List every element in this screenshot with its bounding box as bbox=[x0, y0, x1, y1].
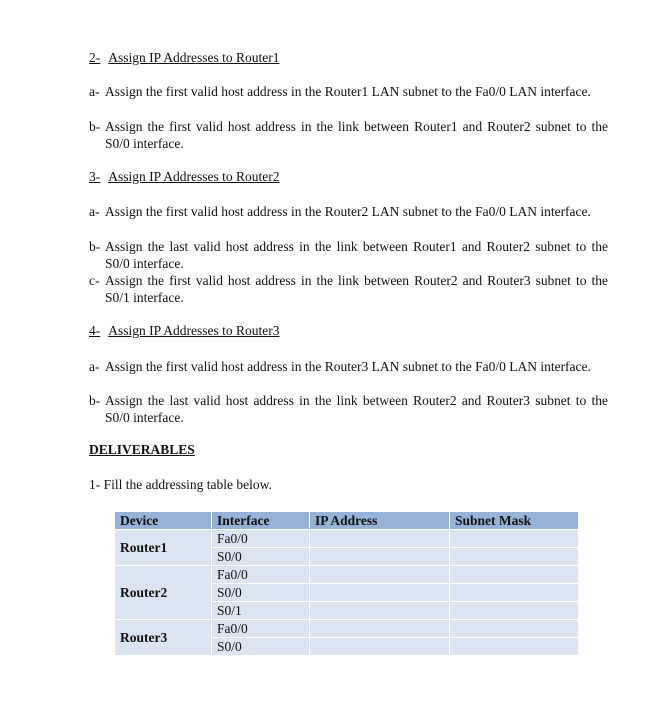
interface-cell: Fa0/0 bbox=[212, 530, 310, 548]
item-marker: b- bbox=[89, 239, 101, 254]
section-3-title: Assign IP Addresses to Router2 bbox=[108, 169, 280, 184]
table-row bbox=[115, 566, 579, 584]
interface-cell: S0/0 bbox=[212, 548, 310, 566]
subnet-mask-cell[interactable] bbox=[450, 620, 579, 638]
header-device: Device bbox=[115, 512, 212, 530]
ip-address-cell[interactable] bbox=[310, 638, 450, 656]
item-text: Assign the last valid host address in the link between Router1 and Router2 subnet to the S0/0 interface. bbox=[105, 239, 608, 271]
subnet-mask-cell[interactable] bbox=[450, 548, 579, 566]
item-text: Assign the first valid host address in the Router1 LAN subnet to the Fa0/0 LAN interface. bbox=[105, 84, 591, 99]
item-text: Assign the last valid host address in the link between Router2 and Router3 subnet to the S0/0 interface. bbox=[105, 393, 608, 425]
device-cell: Router3 bbox=[115, 620, 212, 656]
section-4-number: 4- bbox=[89, 323, 101, 338]
header-interface: Interface bbox=[212, 512, 310, 530]
interface-cell: Fa0/0 bbox=[212, 620, 310, 638]
item-marker: b- bbox=[89, 119, 101, 134]
item-marker: a- bbox=[89, 204, 100, 219]
interface-cell: Fa0/0 bbox=[212, 566, 310, 584]
table-row bbox=[115, 530, 579, 548]
item-marker: b- bbox=[89, 393, 101, 408]
item-text: Assign the first valid host address in the link between Router1 and Router2 subnet to the S0/0 interface. bbox=[105, 119, 608, 151]
device-cell: Router2 bbox=[115, 566, 212, 620]
deliverables-heading: DELIVERABLES bbox=[89, 442, 195, 457]
table-instruction: 1- Fill the addressing table below. bbox=[89, 477, 272, 492]
interface-cell: S0/1 bbox=[212, 602, 310, 620]
table-header-row bbox=[115, 512, 579, 530]
addressing-table bbox=[114, 511, 579, 656]
section-3-number: 3- bbox=[89, 169, 101, 184]
section-3-item-b bbox=[89, 238, 608, 272]
interface-cell: S0/0 bbox=[212, 638, 310, 656]
subnet-mask-cell[interactable] bbox=[450, 638, 579, 656]
item-marker: c- bbox=[89, 273, 100, 288]
ip-address-cell[interactable] bbox=[310, 584, 450, 602]
header-subnet-mask: Subnet Mask bbox=[450, 512, 579, 530]
subnet-mask-cell[interactable] bbox=[450, 530, 579, 548]
device-cell: Router1 bbox=[115, 530, 212, 566]
section-3-item-c bbox=[89, 272, 608, 306]
subnet-mask-cell[interactable] bbox=[450, 602, 579, 620]
section-2-heading bbox=[89, 50, 280, 66]
section-3-item-a bbox=[89, 203, 608, 220]
interface-cell: S0/0 bbox=[212, 584, 310, 602]
ip-address-cell[interactable] bbox=[310, 566, 450, 584]
ip-address-cell[interactable] bbox=[310, 620, 450, 638]
section-4-heading bbox=[89, 323, 280, 339]
ip-address-cell[interactable] bbox=[310, 602, 450, 620]
section-4-item-b bbox=[89, 392, 608, 426]
item-marker: a- bbox=[89, 359, 100, 374]
section-2-item-a bbox=[89, 83, 608, 100]
ip-address-cell[interactable] bbox=[310, 548, 450, 566]
table-row bbox=[115, 620, 579, 638]
ip-address-cell[interactable] bbox=[310, 530, 450, 548]
section-3-heading bbox=[89, 169, 280, 185]
subnet-mask-cell[interactable] bbox=[450, 566, 579, 584]
section-4-item-a bbox=[89, 358, 608, 375]
section-2-number: 2- bbox=[89, 50, 101, 65]
item-text: Assign the first valid host address in the Router3 LAN subnet to the Fa0/0 LAN interface. bbox=[105, 359, 591, 374]
section-2-item-b bbox=[89, 118, 608, 152]
section-4-title: Assign IP Addresses to Router3 bbox=[108, 323, 280, 338]
header-ip-address: IP Address bbox=[310, 512, 450, 530]
item-text: Assign the first valid host address in the Router2 LAN subnet to the Fa0/0 LAN interface. bbox=[105, 204, 591, 219]
item-text: Assign the first valid host address in the link between Router2 and Router3 subnet to the S0/1 interface. bbox=[105, 273, 608, 305]
section-2-title: Assign IP Addresses to Router1 bbox=[108, 50, 280, 65]
item-marker: a- bbox=[89, 84, 100, 99]
subnet-mask-cell[interactable] bbox=[450, 584, 579, 602]
